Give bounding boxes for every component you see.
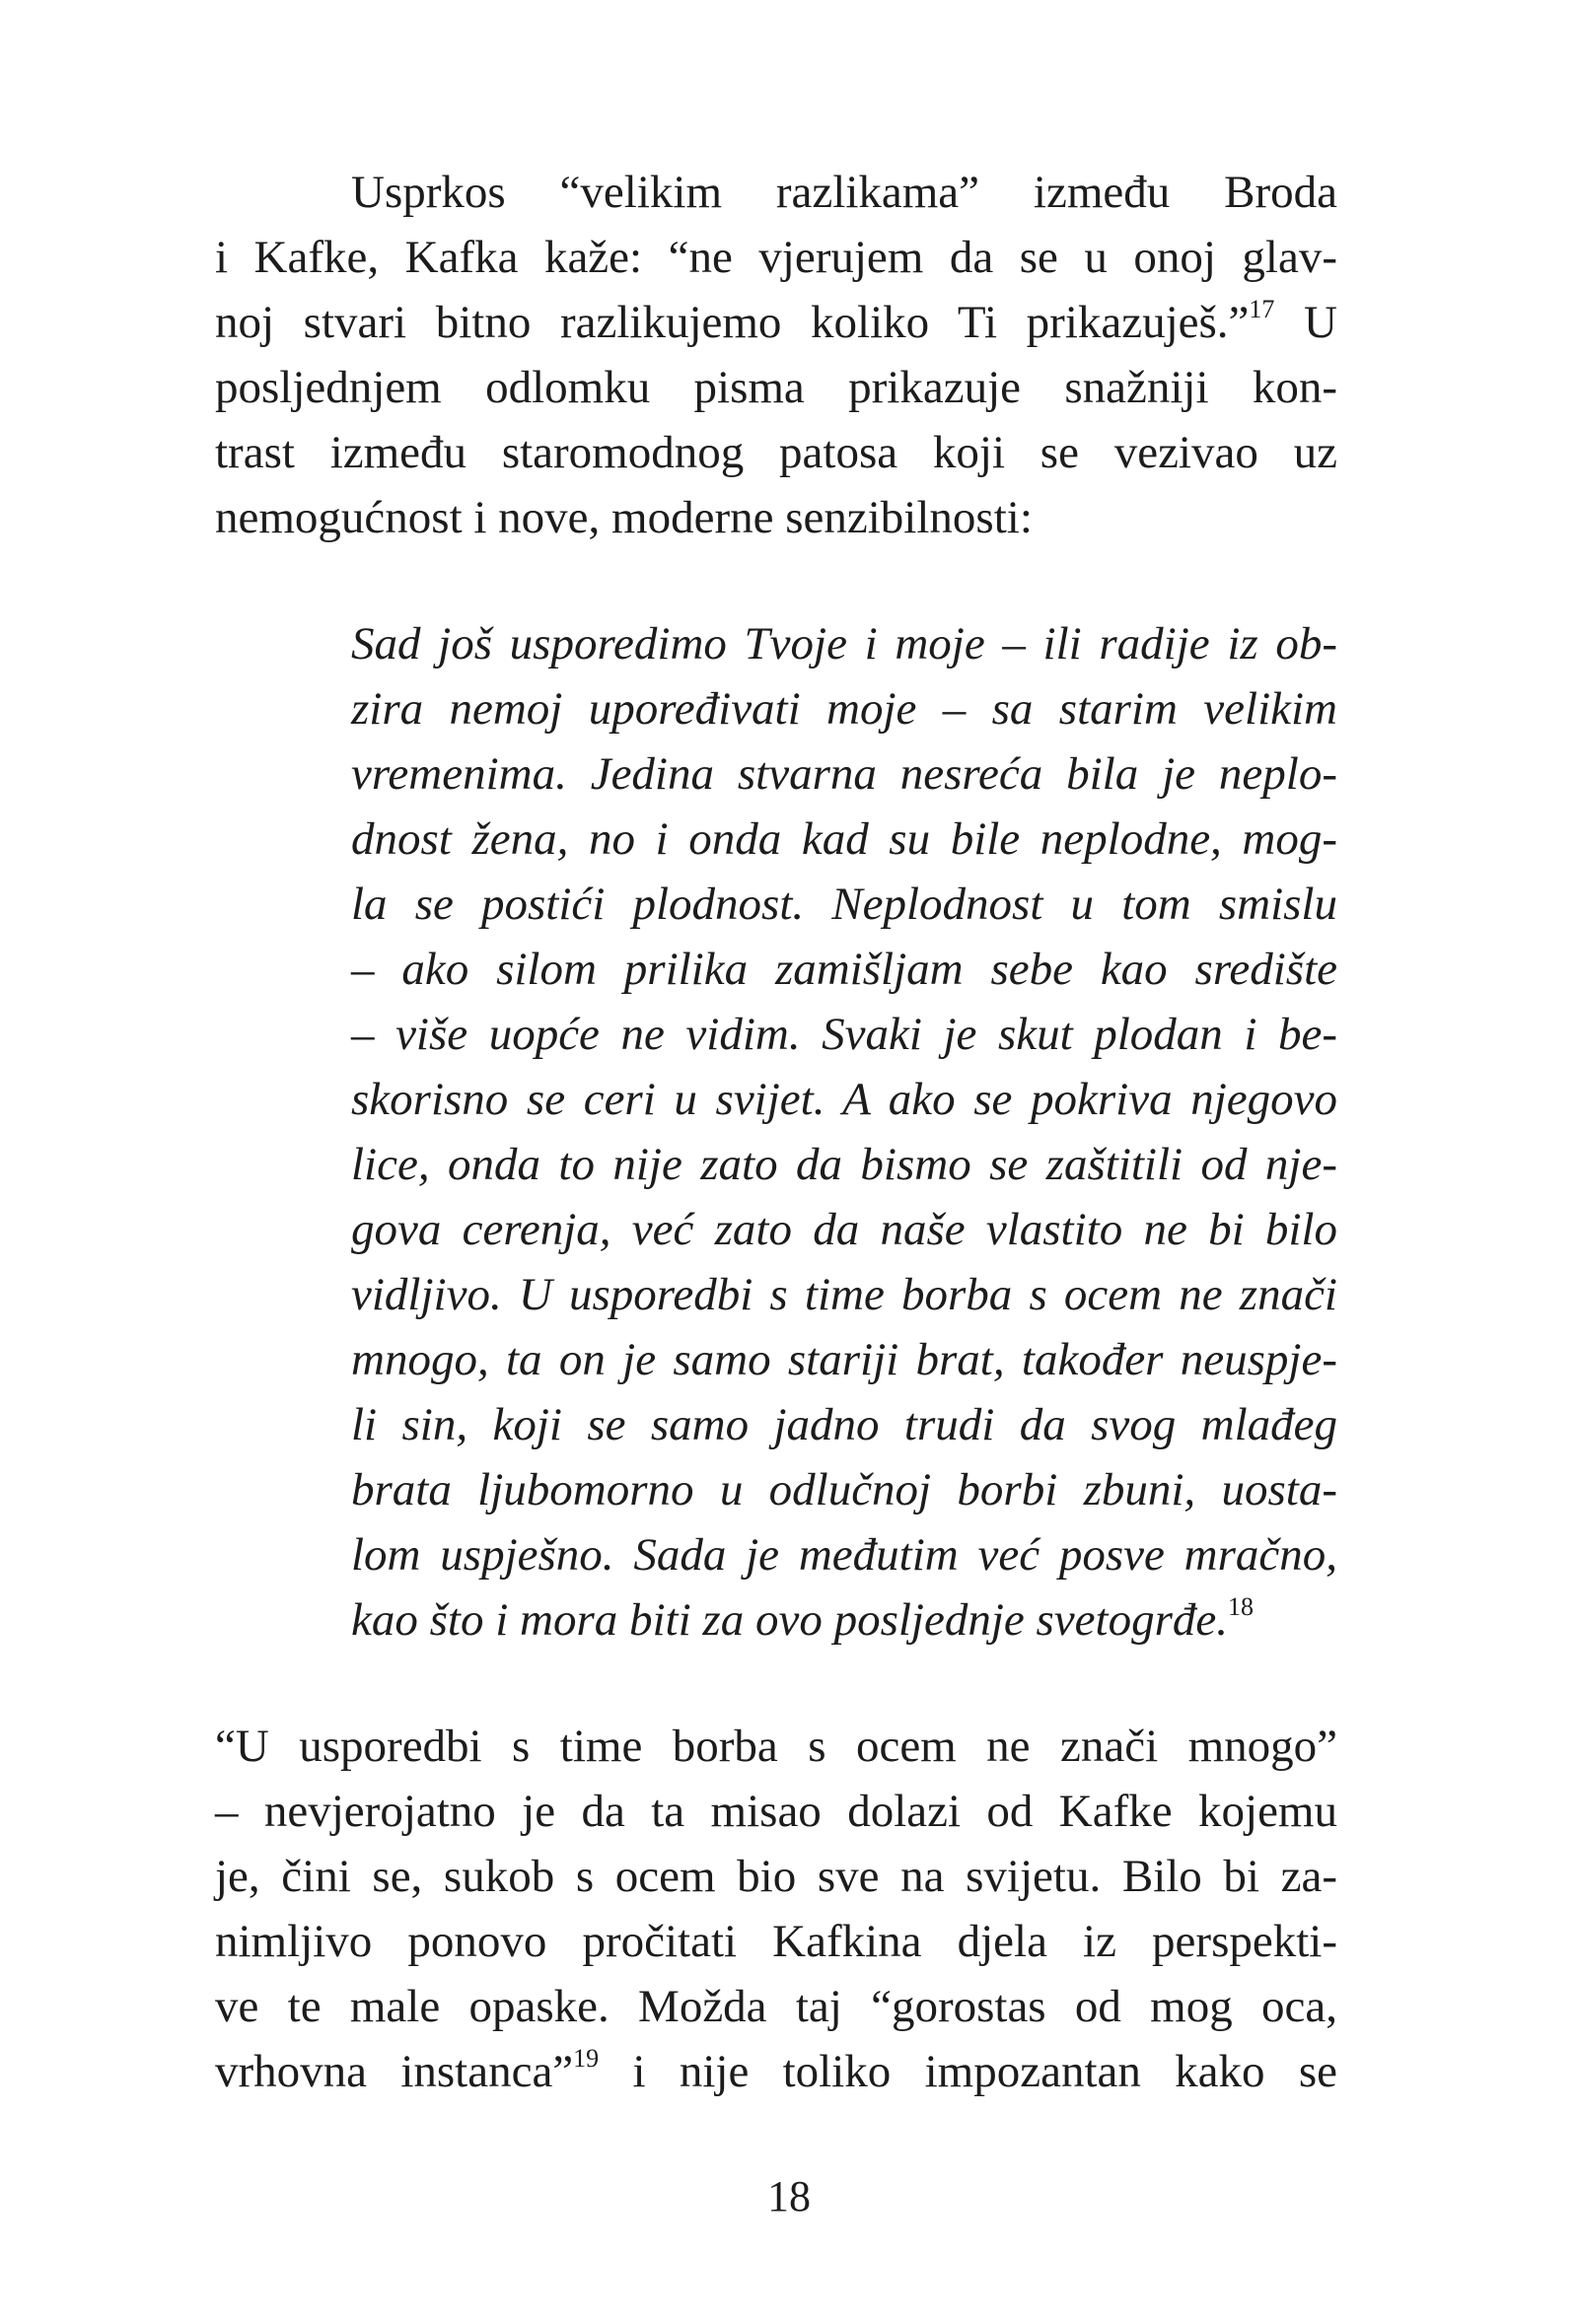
quote-line-2: zira nemoj upoređivati moje – sa starim velikim (351, 683, 1337, 735)
paragraph2-line-6-tail: i nije toliko impozantan kako se (599, 2046, 1337, 2097)
quote-line-1: Sad još usporedimo Tvoje i moje – ili radije iz ob- (351, 618, 1337, 669)
quote-line-14: brata ljubomorno u odlučnoj borbi zbuni, uosta- (351, 1464, 1337, 1515)
quote-line-12: mnogo, ta on je samo stariji brat, također neuspje- (351, 1334, 1337, 1385)
paragraph1-line-5: trast između staromodnog patosa koji se vezivao uz (215, 427, 1337, 478)
quote-line-8: skorisno se ceri u svijet. A ako se pokriva njegovo (351, 1074, 1337, 1125)
paragraph2-line-6-text: vrhovna instanca” (215, 2046, 574, 2097)
footnote-ref-17: 17 (1249, 295, 1275, 323)
quote-line-4: dnost žena, no i onda kad su bile neplodne, mog- (351, 813, 1337, 865)
quote-line-5: la se postići plodnost. Neplodnost u tom smislu (351, 879, 1337, 930)
quote-line-3: vremenima. Jedina stvarna nesreća bila je neplo- (351, 748, 1337, 800)
quote-line-6: – ako silom prilika zamišljam sebe kao središte (351, 944, 1337, 995)
quote-line-11: vidljivo. U usporedbi s time borba s ocem ne znači (351, 1269, 1337, 1320)
quote-line-9: lice, onda to nije zato da bismo se zaštitili od nje- (351, 1139, 1337, 1190)
paragraph1-line-1: Usprkos “velikim razlikama” između Broda (351, 167, 1337, 218)
paragraph2-line-3: je, čini se, sukob s ocem bio sve na svijetu. Bilo bi za- (215, 1851, 1337, 1902)
footnote-ref-19: 19 (573, 2044, 600, 2073)
paragraph1-line-2: i Kafke, Kafka kaže: “ne vjerujem da se u onoj glav- (215, 232, 1337, 283)
footnote-ref-18: 18 (1227, 1592, 1254, 1621)
quote-line-16-text: kao što i mora biti za ovo posljednje svetogrđe. (351, 1594, 1228, 1646)
paragraph2-line-2: – nevjerojatno je da ta misao dolazi od Kafke kojemu (215, 1786, 1337, 1837)
paragraph1-line-3-tail: U (1274, 297, 1337, 348)
paragraph1-line-3 (215, 290, 1337, 355)
paragraph2-line-4: nimljivo ponovo pročitati Kafkina djela iz perspekti- (215, 1916, 1337, 1967)
quote-line-16 (351, 1587, 1337, 1653)
paragraph1-line-4: posljednjem odlomku pisma prikazuje snažniji kon- (215, 362, 1337, 413)
page-number: 18 (767, 2172, 811, 2220)
quote-line-7: – više uopće ne vidim. Svaki je skut plodan i be- (351, 1009, 1337, 1060)
paragraph1-line-6: nemogućnost i nove, moderne senzibilnosti: (215, 492, 1033, 543)
quote-line-15: lom uspješno. Sada je međutim već posve mračno, (351, 1529, 1337, 1581)
paragraph2-line-1: “U usporedbi s time borba s ocem ne znači mnogo” (215, 1721, 1337, 1772)
paragraph2-line-5: ve te male opaske. Možda taj “gorostas od mog oca, (215, 1981, 1337, 2032)
quote-line-13: li sin, koji se samo jadno trudi da svog mlađeg (351, 1399, 1337, 1450)
paragraph1-line-3-text: noj stvari bitno razlikujemo koliko Ti prikazuješ.” (215, 297, 1250, 348)
quote-line-10: gova cerenja, već zato da naše vlastito ne bi bilo (351, 1204, 1337, 1255)
paragraph2-line-6 (215, 2039, 1337, 2104)
